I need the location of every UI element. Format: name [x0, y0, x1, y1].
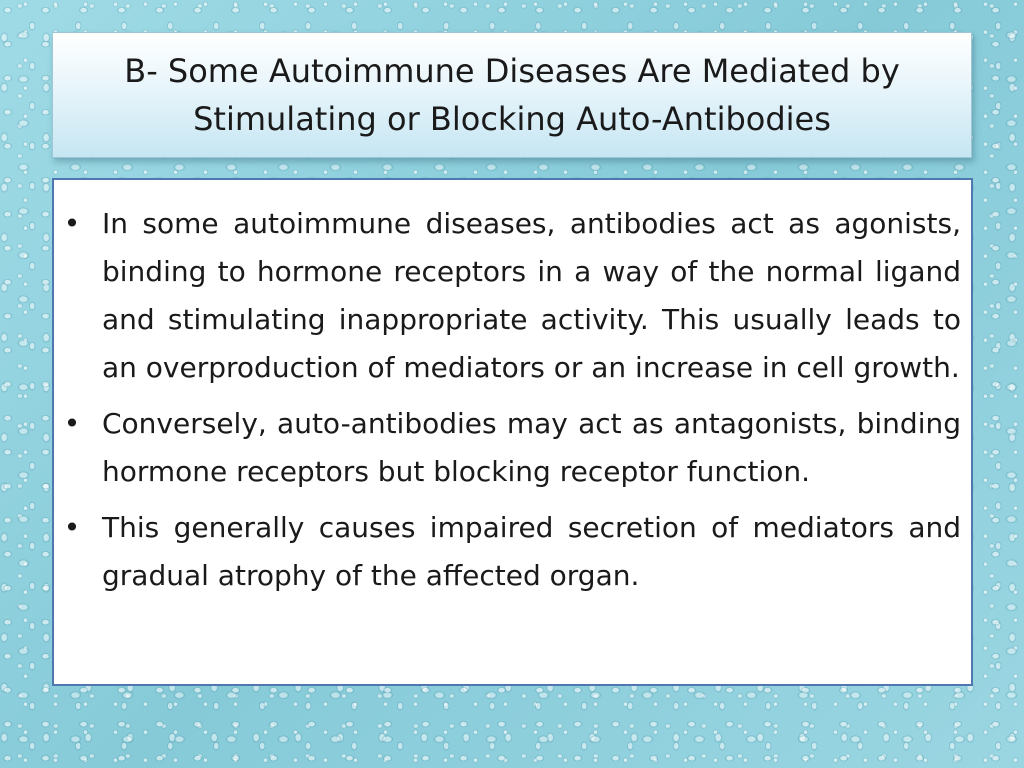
slide-title: B- Some Autoimmune Diseases Are Mediated by Stimulating or Blocking Auto-Antibodies [124, 52, 900, 138]
bullet-icon: • [63, 407, 81, 440]
bullet-list [62, 200, 961, 600]
slide-title-box [52, 32, 972, 158]
slide-content-box [52, 178, 973, 686]
bullet-icon: • [63, 207, 81, 240]
bullet-item-2 [62, 400, 961, 496]
bullet-text: Conversely, auto-antibodies may act as antagonists, binding hormone receptors but blocking receptor function. [102, 407, 961, 488]
bullet-text: In some autoimmune diseases, antibodies act as agonists, binding to hormone receptors in a way of the normal ligand and stimulating inappropriate activity. This usually leads to an overproduction of mediators or an increase in cell growth. [102, 207, 961, 384]
bullet-item-1 [62, 200, 961, 392]
bullet-icon: • [63, 511, 81, 544]
bullet-text: This generally causes impaired secretion of mediators and gradual atrophy of the affected organ. [102, 511, 961, 592]
bullet-item-3 [62, 504, 961, 600]
